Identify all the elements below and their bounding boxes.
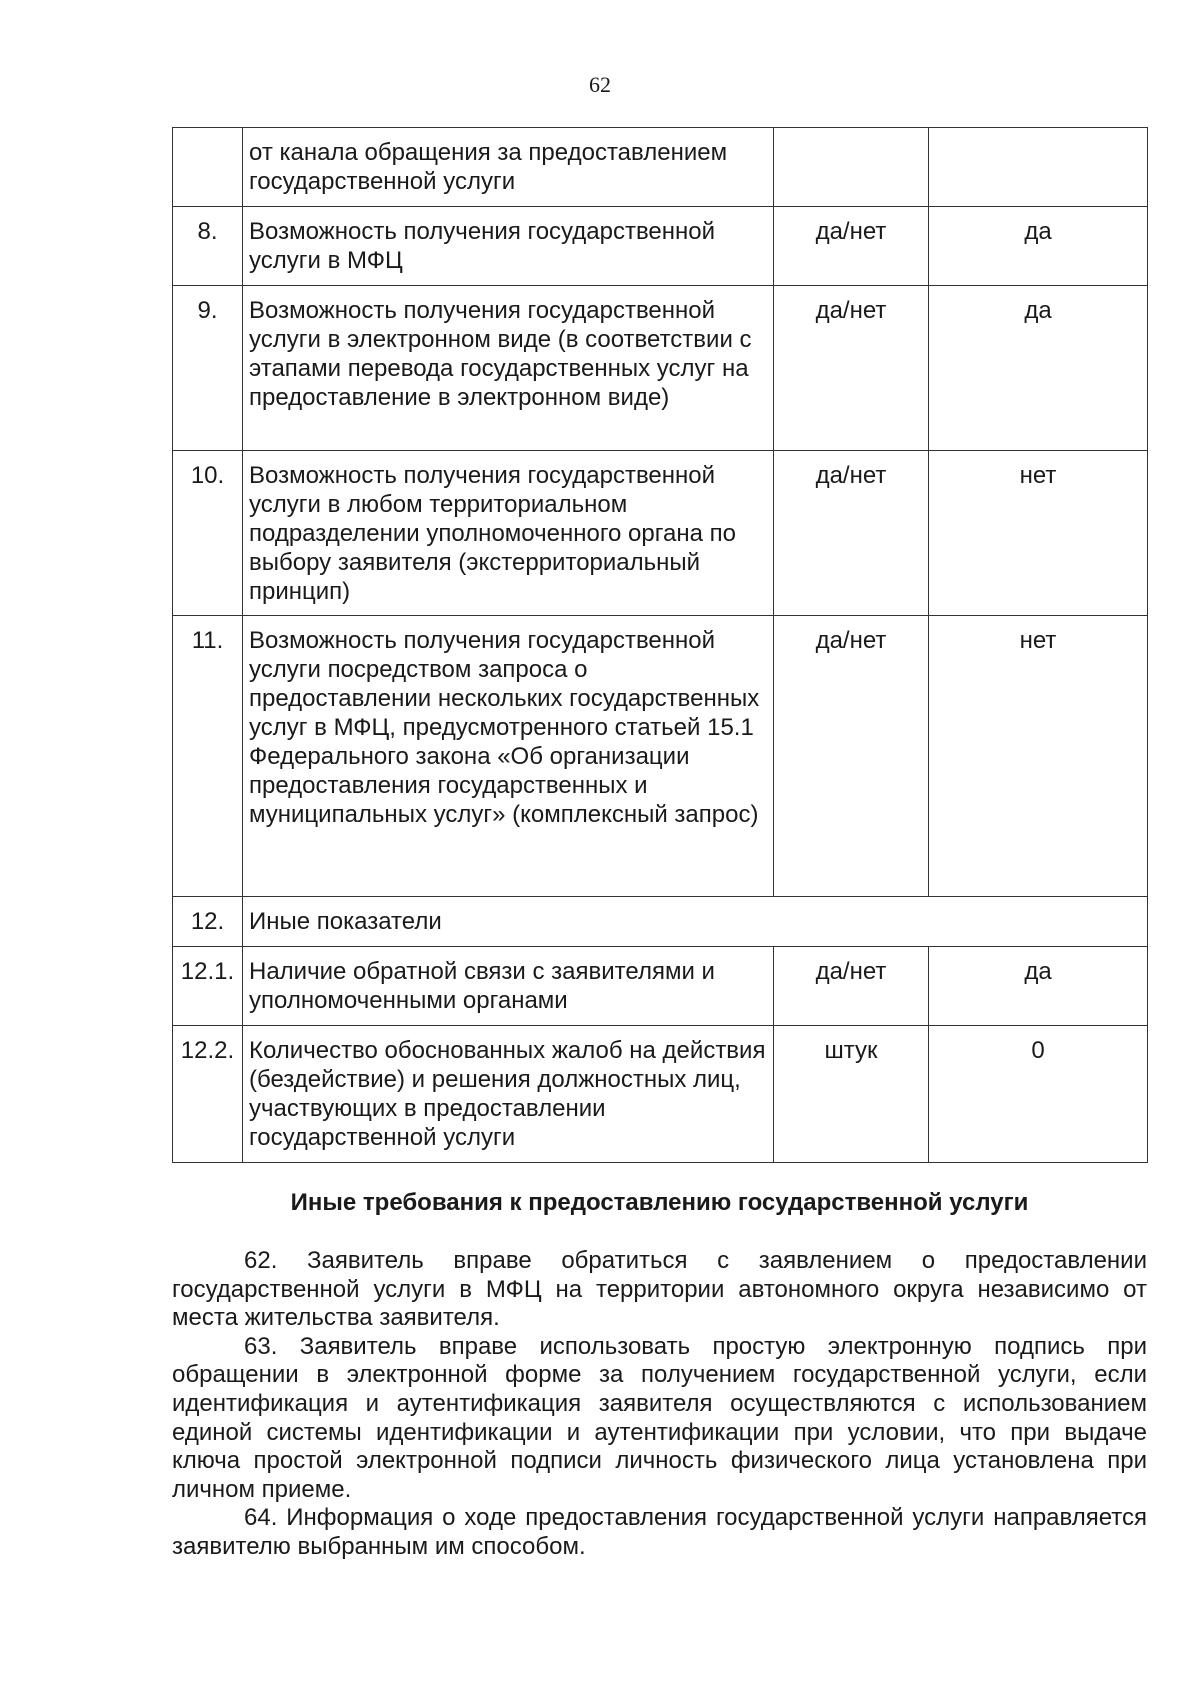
unit-cell: да/нет <box>774 207 929 286</box>
indicator-name: от канала обращения за предоставлением государственной услуги <box>243 128 774 207</box>
value-cell: 0 <box>929 1026 1148 1163</box>
table-row <box>173 207 1148 286</box>
value-cell <box>929 128 1148 207</box>
value-cell: да <box>929 286 1148 451</box>
value-cell: нет <box>929 616 1148 897</box>
section-heading: Иные требования к предоставлению государственной услуги <box>290 1189 1029 1216</box>
row-number <box>173 128 243 207</box>
row-number: 12.2. <box>173 1026 243 1163</box>
value-cell: нет <box>929 451 1148 616</box>
value-cell: да <box>929 207 1148 286</box>
unit-cell <box>774 128 929 207</box>
indicator-name: Возможность получения государственной услуги в МФЦ <box>243 207 774 286</box>
table-row <box>173 128 1148 207</box>
indicator-group-name: Иные показатели <box>243 897 1148 947</box>
table-row <box>173 451 1148 616</box>
page-number: 62 <box>589 72 611 97</box>
row-number: 9. <box>173 286 243 451</box>
table-row <box>173 1026 1148 1163</box>
indicator-name: Наличие обратной связи с заявителями и уполномоченными органами <box>243 947 774 1026</box>
unit-cell: да/нет <box>774 947 929 1026</box>
row-number: 10. <box>173 451 243 616</box>
row-number: 12.1. <box>173 947 243 1026</box>
table-row <box>173 616 1148 897</box>
unit-cell: штук <box>774 1026 929 1163</box>
paragraph-62: 62. Заявитель вправе обратиться с заявлением о предоставлении государственной услуги в МФЦ на территории автономного округа независимо от места жительства заявителя. <box>172 1247 1147 1332</box>
row-number: 12. <box>173 897 243 947</box>
unit-cell: да/нет <box>774 616 929 897</box>
table-row <box>173 947 1148 1026</box>
indicator-name: Возможность получения государственной услуги в электронном виде (в соответствии с этапами перевода государственных услуг на предоставление в электронном виде) <box>243 286 774 451</box>
row-number: 8. <box>173 207 243 286</box>
body-text <box>172 1247 1147 1562</box>
table-row <box>173 897 1148 947</box>
value-cell: да <box>929 947 1148 1026</box>
paragraph-64: 64. Информация о ходе предоставления государственной услуги направляется заявителю выбранным им способом. <box>172 1504 1147 1560</box>
unit-cell: да/нет <box>774 286 929 451</box>
indicator-name: Количество обоснованных жалоб на действия (бездействие) и решения должностных лиц, участвующих в предоставлении государственной услуги <box>243 1026 774 1163</box>
unit-cell: да/нет <box>774 451 929 616</box>
paragraph-63: 63. Заявитель вправе использовать простую электронную подпись при обращении в электронной форме за получением государственной услуги, если идентификация и аутентификация заявителя осуществляются с использованием единой системы идентификации и аутентификации при условии, что при выдаче ключа простой электронной подписи личность физического лица установлена при личном приеме. <box>172 1332 1147 1503</box>
indicators-table <box>172 127 1148 1163</box>
table-row <box>173 286 1148 451</box>
indicator-name: Возможность получения государственной услуги посредством запроса о предоставлении нескольких государственных услуг в МФЦ, предусмотренного статьей 15.1 Федерального закона «Об организации предоставления государственных и муниципальных услуг» (комплексный запрос) <box>243 616 774 897</box>
row-number: 11. <box>173 616 243 897</box>
indicator-name: Возможность получения государственной услуги в любом территориальном подразделении уполномоченного органа по выбору заявителя (экстерриториальный принцип) <box>243 451 774 616</box>
